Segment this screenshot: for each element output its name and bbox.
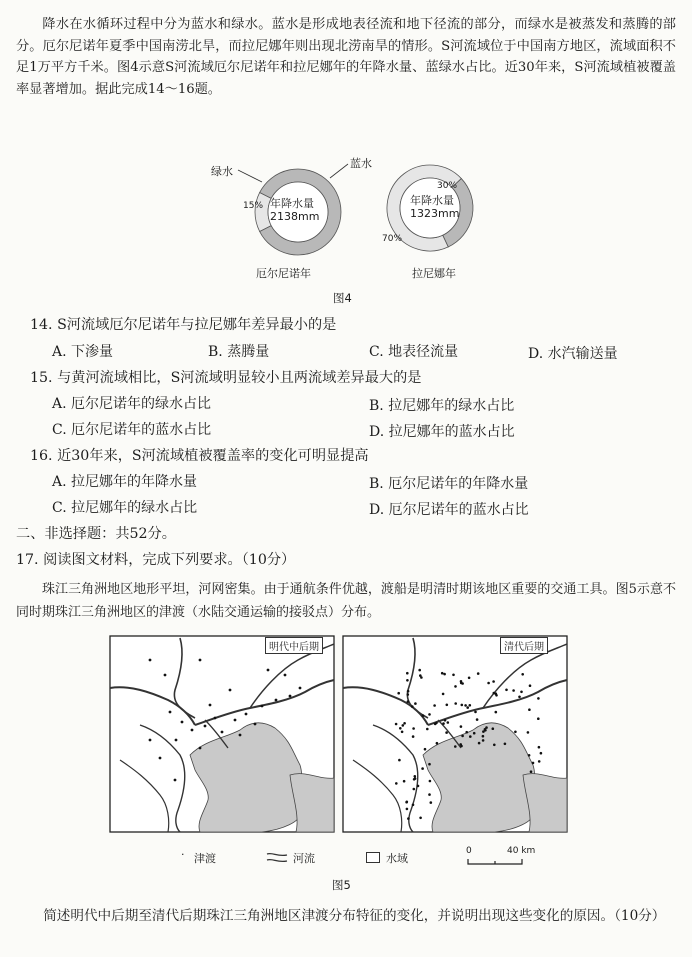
q17-stem: 17. 阅读图文材料，完成下列要求。（10分） — [16, 552, 296, 568]
map-qing-ferry-dot — [532, 762, 535, 765]
map-qing-ferry-dot — [411, 705, 414, 708]
q15-option-b[interactable]: B. 拉尼娜年的绿水占比 — [369, 398, 515, 414]
map-qing-ferry-dot — [422, 714, 425, 717]
figure5-caption: 图5 — [332, 878, 351, 892]
el-nino-center-title: 年降水量 — [270, 197, 314, 210]
q15-option-d[interactable]: D. 拉尼娜年的蓝水占比 — [369, 424, 515, 440]
map-qing-ferry-dot — [414, 775, 417, 778]
map-qing-ferry-dot — [435, 722, 438, 725]
map-qing-ferry-dot — [405, 801, 408, 804]
map-qing-ferry-dot — [412, 727, 415, 730]
map-qing-ferry-dot — [478, 742, 481, 745]
map-qing-ferry-dot — [493, 692, 496, 695]
map-qing-ferry-dot — [419, 817, 422, 820]
blue-label-leader — [330, 164, 348, 178]
map-qing-ferry-dot — [538, 760, 541, 763]
map-qing-ferry-dot — [495, 711, 498, 714]
map-qing-ferry-dot — [493, 744, 496, 747]
map-qing-ferry-dot — [441, 672, 444, 675]
map-qing-ferry-dot — [520, 691, 523, 694]
scale-zero: 0 — [466, 846, 472, 856]
map-qing-ferry-dot — [401, 731, 404, 734]
legend-water-label: 水域 — [386, 852, 408, 865]
la-nina-green-percent: 70% — [382, 234, 403, 244]
map-qing-ferry-dot — [461, 735, 464, 738]
map-qing-ferry-dot — [477, 672, 480, 675]
map-qing-ferry-dot — [447, 721, 450, 724]
legend-ferry-symbol: · — [181, 848, 185, 861]
map-qing-ferry-dot — [469, 735, 472, 738]
map-qing-ferry-dot — [406, 672, 409, 675]
map-qing-ferry-dot — [419, 674, 422, 677]
map-qing-ferry-dot — [527, 731, 530, 734]
q14-option-c[interactable]: C. 地表径流量 — [369, 344, 459, 360]
map-qing-ferry-dot — [528, 754, 531, 757]
el-nino-blue-label: 蓝水 — [350, 157, 372, 170]
map-qing-ferry-dot — [395, 723, 398, 726]
map-qing-ferry-dot — [476, 718, 479, 721]
map-qing-ferry-dot — [407, 690, 410, 693]
q15-stem: 15. 与黄河流域相比，S河流域明显较小且两流域差异最大的是 — [30, 370, 422, 386]
q16-option-c[interactable]: C. 拉尼娜年的绿水占比 — [52, 500, 198, 516]
legend-ferry-label: 津渡 — [194, 852, 216, 865]
map-qing-ferry-dot — [505, 689, 508, 692]
map-qing-ferry-dot — [406, 679, 409, 682]
map-qing-ferry-dot — [492, 680, 495, 683]
map-qing-ferry-dot — [459, 743, 462, 746]
map-qing-ferry-dot — [537, 717, 540, 720]
q15-option-a[interactable]: A. 厄尔尼诺年的绿水占比 — [52, 396, 212, 412]
map-qing-ferry-dot — [429, 780, 432, 783]
map-qing-ferry-dot — [445, 731, 448, 734]
map-qing-ferry-dot — [485, 726, 488, 729]
map-qing-ferry-dot — [538, 746, 541, 749]
map-qing-period-label: 清代后期 — [500, 637, 548, 654]
map-qing-ferry-dot — [417, 785, 420, 788]
map-qing-ferry-dot — [418, 669, 421, 672]
map-qing-ferry-dot — [540, 752, 543, 755]
map-qing-ferry-dot — [466, 706, 469, 709]
map-qing-ferry-dot — [460, 682, 463, 685]
map-qing-ferry-dot — [529, 684, 532, 687]
map-qing-ferry-dot — [428, 713, 431, 716]
map-qing-ferry-dot — [454, 685, 457, 688]
q16-option-d[interactable]: D. 厄尔尼诺年的蓝水占比 — [369, 502, 529, 518]
scale-km: 40 km — [507, 846, 536, 856]
map-qing-ferry-dot — [414, 777, 417, 780]
legend-river-icon — [265, 851, 289, 863]
q14-option-a[interactable]: A. 下渗量 — [52, 344, 114, 360]
map-qing-ferry-dot — [530, 770, 533, 773]
green-label-leader — [238, 170, 262, 182]
q14-option-d[interactable]: D. 水汽输送量 — [528, 346, 618, 362]
q16-option-a[interactable]: A. 拉尼娜年的年降水量 — [52, 474, 198, 490]
section2-heading: 二、非选择题：共52分。 — [16, 526, 176, 542]
intro-paragraph: 降水在水循环过程中分为蓝水和绿水。蓝水是形成地表径流和地下径流的部分，而绿水是被蒸发和蒸腾的部分。厄尔尼诺年夏季中国南涝北旱，而拉尼娜年则出现北涝南旱的情形。S河流域位于中国南方地区，流域面积不足1万平方千米。图4示意S河流域厄尔尼诺年和拉尼娜年的年降水量、蓝绿水占比。近30年来，S河流域植被覆盖率显著增加。据此完成14～16题。 — [16, 17, 676, 97]
map-qing-ferry-dot — [413, 788, 416, 791]
map-qing-ferry-dot — [504, 743, 507, 746]
map-qing-ferry-dot — [407, 700, 410, 703]
map-qing-ferry-dot — [398, 759, 401, 762]
map-qing-ferry-dot — [412, 804, 415, 807]
map-qing-ferry-dot — [482, 735, 485, 738]
map-qing-ferry-dot — [397, 692, 400, 695]
map-qing-ferry-dot — [452, 674, 455, 677]
map-qing-ferry-dot — [443, 673, 446, 676]
map-qing-ferry-dot — [460, 725, 463, 728]
legend-water-icon — [366, 852, 380, 863]
map-qing-ferry-dot — [487, 682, 490, 685]
q17-material: 珠江三角洲地区地形平坦，河网密集。由于通航条件优越，渡船是明清时期该地区重要的交通工具。图5示意不同时期珠江三角洲地区的津渡（水陆交通运输的接驳点）分布。 — [16, 582, 676, 620]
el-nino-center-value: 2138mm — [270, 210, 320, 223]
map-qing-ferry-dot — [407, 693, 410, 696]
map-qing-ferry-dot — [521, 673, 524, 676]
q16-stem: 16. 近30年来，S河流域植被覆盖率的变化可明显提高 — [30, 448, 369, 464]
map-qing-ferry-dot — [468, 677, 471, 680]
map-qing-ferry-dot — [407, 817, 410, 820]
map-qing-ferry-dot — [444, 719, 447, 722]
el-nino-green-label: 绿水 — [211, 165, 233, 178]
map-qing-ferry-dot — [426, 728, 429, 731]
map-qing-ferry-dot — [461, 704, 464, 707]
la-nina-name: 拉尼娜年 — [412, 267, 456, 280]
q15-option-c[interactable]: C. 厄尔尼诺年的蓝水占比 — [52, 422, 212, 438]
el-nino-name: 厄尔尼诺年 — [256, 267, 311, 280]
map-qing-ferry-dot — [474, 711, 477, 714]
map-qing-ferry-dot — [537, 697, 540, 700]
map-qing-ferry-dot — [403, 722, 406, 725]
el-nino-green-percent: 15% — [243, 201, 264, 211]
map-qing-ferry-dot — [399, 727, 402, 730]
map-qing-ferry-dot — [495, 694, 498, 697]
map-qing-ferry-dot — [454, 745, 457, 748]
map-qing-ferry-dot — [442, 722, 445, 725]
map-qing-ferry-dot — [446, 704, 449, 707]
map-ming-period-label: 明代中后期 — [265, 637, 323, 654]
q14-stem: 14. S河流域厄尔尼诺年与拉尼娜年差异最小的是 — [30, 317, 337, 333]
map-qing-ferry-dot — [414, 702, 417, 705]
map-qing-ferry-dot — [412, 735, 415, 738]
la-nina-center-title: 年降水量 — [410, 194, 454, 207]
map-qing-ferry-dot — [402, 724, 405, 727]
scale-bar — [467, 857, 527, 867]
map-qing-ferry-dot — [442, 693, 445, 696]
map-qing-ferry-dot — [403, 780, 406, 783]
map-qing-ferry-dot — [406, 808, 409, 811]
map-qing-ferry-dot — [421, 767, 424, 770]
la-nina-blue-percent: 30% — [437, 181, 458, 191]
figure5-maps — [0, 630, 692, 840]
map-qing-ferry-dot — [464, 704, 467, 707]
q14-option-b[interactable]: B. 蒸腾量 — [208, 344, 270, 360]
map-qing-ferry-dot — [514, 731, 517, 734]
map-qing-ferry-dot — [528, 708, 531, 711]
map-qing-ferry-dot — [395, 782, 398, 785]
figure4-caption: 图4 — [333, 291, 352, 305]
legend-river-label: 河流 — [293, 852, 315, 865]
map-qing-ferry-dot — [469, 704, 472, 707]
map-qing-ferry-dot — [465, 731, 468, 734]
q17-question: 简述明代中后期至清代后期珠江三角洲地区津渡分布特征的变化，并说明出现这些变化的原因。（10分） — [43, 908, 666, 924]
map-qing-ferry-dot — [518, 696, 521, 699]
map-qing-ferry-dot — [424, 748, 427, 751]
map-qing-ferry-dot — [428, 793, 431, 796]
map-qing-ferry-dot — [433, 704, 436, 707]
map-qing-ferry-dot — [436, 742, 439, 745]
map-qing-ferry-dot — [428, 763, 431, 766]
map-qing-ferry-dot — [473, 732, 476, 735]
q16-option-b[interactable]: B. 厄尔尼诺年的年降水量 — [369, 476, 529, 492]
map-qing-ferry-dot — [454, 702, 457, 705]
map-qing-ferry-dot — [512, 689, 515, 692]
map-qing-ferry-dot — [482, 739, 485, 742]
la-nina-center-value: 1323mm — [410, 207, 460, 220]
map-qing-ferry-dot — [430, 801, 433, 804]
map-qing-ferry-dot — [492, 727, 495, 730]
